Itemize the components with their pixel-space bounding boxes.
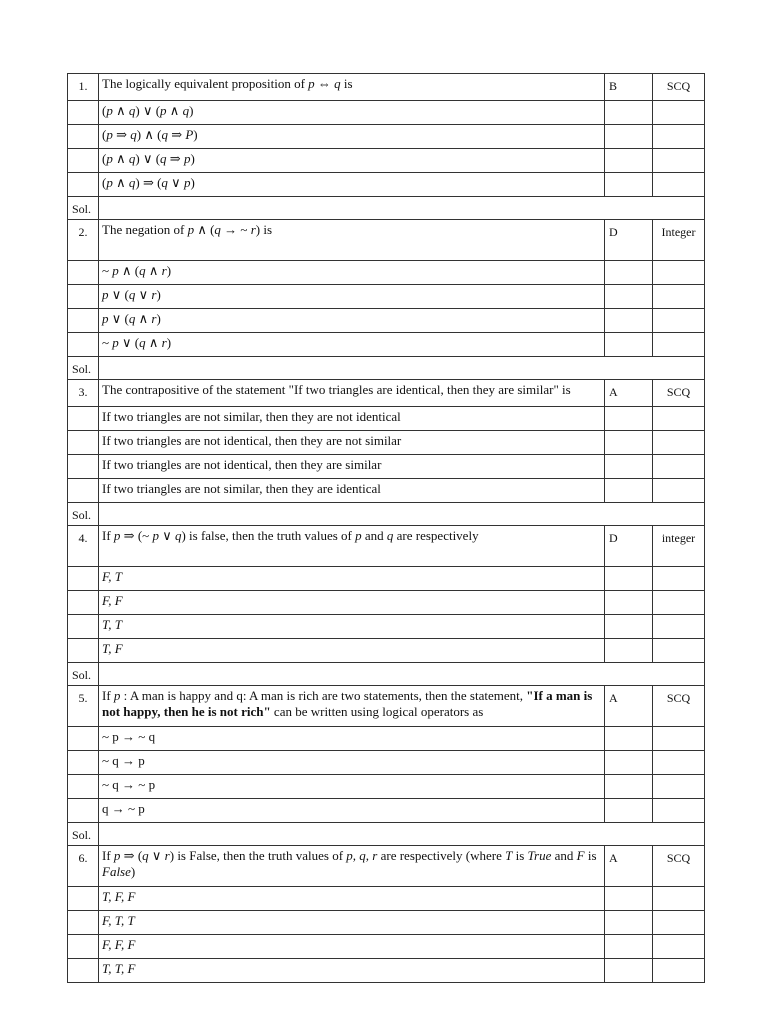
text-segment: p xyxy=(113,688,121,703)
text-segment: T, F, F xyxy=(102,889,136,904)
text-segment: ∨ ( xyxy=(118,335,140,350)
option-row xyxy=(68,887,705,911)
text-segment: ∧ ( xyxy=(194,222,215,237)
option-type-cell xyxy=(653,615,705,639)
option-type-cell xyxy=(653,935,705,959)
text-segment: r xyxy=(151,311,157,326)
option-row xyxy=(68,431,705,455)
text-segment: p xyxy=(106,103,113,118)
option-answer-cell xyxy=(605,751,653,775)
text-segment: If xyxy=(102,848,114,863)
option-row xyxy=(68,309,705,333)
text-segment: ( xyxy=(102,175,107,190)
text-segment: The logically equivalent proposition of xyxy=(102,76,309,91)
text-segment: q xyxy=(161,175,168,190)
text-segment: ) ∨ ( xyxy=(135,103,161,118)
option-number-cell xyxy=(68,125,99,149)
question-stem xyxy=(99,220,605,261)
option-type-cell xyxy=(653,775,705,799)
solution-row xyxy=(68,357,705,380)
option-type-cell xyxy=(653,591,705,615)
text-segment: ~ q → ~ p xyxy=(102,777,156,792)
option-answer-cell xyxy=(605,309,653,333)
question-type: SCQ xyxy=(653,846,705,887)
text-segment: is xyxy=(512,848,528,863)
answer-key: D xyxy=(605,220,653,261)
option-type-cell xyxy=(653,751,705,775)
option-type-cell xyxy=(653,479,705,503)
option-row xyxy=(68,285,705,309)
text-segment: ) xyxy=(156,311,161,326)
solution-label: Sol. xyxy=(68,823,99,846)
option-text xyxy=(99,935,605,959)
text-segment: ( xyxy=(102,103,107,118)
text-segment: ( xyxy=(102,127,107,142)
text-segment: ∧ xyxy=(112,151,129,166)
text-segment: ~ xyxy=(102,335,113,350)
solution-body xyxy=(99,823,705,846)
text-segment: P xyxy=(185,127,194,142)
text-segment: The contrapositive of the statement "If two triangles are identical, then they are similar" is xyxy=(102,382,571,397)
text-segment: q xyxy=(139,335,146,350)
option-answer-cell xyxy=(605,799,653,823)
option-text xyxy=(99,567,605,591)
option-text xyxy=(99,261,605,285)
text-segment: p xyxy=(112,335,119,350)
text-segment: and xyxy=(551,848,577,863)
option-text xyxy=(99,887,605,911)
text-segment: r xyxy=(250,222,256,237)
question-type: integer xyxy=(653,526,705,567)
option-text xyxy=(99,407,605,431)
text-segment: T, T xyxy=(102,617,122,632)
option-number-cell xyxy=(68,727,99,751)
option-answer-cell xyxy=(605,479,653,503)
option-number-cell xyxy=(68,149,99,173)
option-number-cell xyxy=(68,567,99,591)
option-text xyxy=(99,591,605,615)
text-segment: ∨ xyxy=(158,528,175,543)
text-segment: If two triangles are not similar, then they are identical xyxy=(102,481,381,496)
question-number: 4. xyxy=(68,526,99,567)
option-number-cell xyxy=(68,309,99,333)
option-row xyxy=(68,567,705,591)
option-number-cell xyxy=(68,799,99,823)
text-segment: T, T, F xyxy=(102,961,136,976)
option-answer-cell xyxy=(605,173,653,197)
text-segment: are respectively (where xyxy=(377,848,506,863)
text-segment: q xyxy=(128,151,136,166)
text-segment: ) xyxy=(156,287,161,302)
text-segment: p, q, r xyxy=(346,848,378,863)
option-text xyxy=(99,101,605,125)
option-row xyxy=(68,959,705,983)
option-type-cell xyxy=(653,125,705,149)
option-answer-cell xyxy=(605,567,653,591)
text-segment: "If a man is not happy, then he is not rich" xyxy=(102,688,593,719)
text-segment: p xyxy=(102,287,109,302)
question-number: 1. xyxy=(68,74,99,101)
option-text xyxy=(99,775,605,799)
text-segment: ) xyxy=(190,175,195,190)
option-answer-cell xyxy=(605,149,653,173)
text-segment: q xyxy=(128,287,136,302)
option-number-cell xyxy=(68,639,99,663)
option-row xyxy=(68,935,705,959)
option-row xyxy=(68,261,705,285)
text-segment: ~ q → p xyxy=(102,753,145,768)
text-segment: ∨ xyxy=(135,287,152,302)
option-type-cell xyxy=(653,101,705,125)
text-segment: q xyxy=(142,848,149,863)
text-segment: ∧ xyxy=(166,103,183,118)
text-segment: q xyxy=(130,127,137,142)
option-number-cell xyxy=(68,101,99,125)
text-segment: If xyxy=(102,528,114,543)
text-segment: : A man is happy and q: A man is rich are two statements, then the statement, xyxy=(120,688,527,703)
option-row xyxy=(68,333,705,357)
text-segment: False xyxy=(102,864,131,879)
text-segment: ) is xyxy=(255,222,273,237)
text-segment: ) xyxy=(130,864,136,879)
option-type-cell xyxy=(653,333,705,357)
option-row xyxy=(68,615,705,639)
question-row xyxy=(68,846,705,887)
option-number-cell xyxy=(68,333,99,357)
text-segment: p xyxy=(102,311,109,326)
text-segment: r xyxy=(151,287,157,302)
text-segment: If xyxy=(102,688,114,703)
text-segment: r xyxy=(161,263,167,278)
text-segment: q xyxy=(128,311,136,326)
option-row xyxy=(68,727,705,751)
solution-label: Sol. xyxy=(68,197,99,220)
option-answer-cell xyxy=(605,639,653,663)
text-segment: ) xyxy=(166,263,172,278)
text-segment: → ~ xyxy=(220,222,251,237)
question-table xyxy=(67,73,705,983)
text-segment: ) xyxy=(193,127,198,142)
question-row xyxy=(68,74,705,101)
question-row xyxy=(68,526,705,567)
text-segment: p xyxy=(106,127,113,142)
option-number-cell xyxy=(68,751,99,775)
option-number-cell xyxy=(68,261,99,285)
text-segment: F, T xyxy=(102,569,122,584)
text-segment: ) xyxy=(190,151,195,166)
question-stem xyxy=(99,846,605,887)
text-segment: r xyxy=(164,848,170,863)
option-text xyxy=(99,959,605,983)
question-stem xyxy=(99,380,605,407)
text-segment: If two triangles are not identical, then they are similar xyxy=(102,457,382,472)
solution-row xyxy=(68,197,705,220)
text-segment: ∨ xyxy=(148,848,165,863)
option-number-cell xyxy=(68,775,99,799)
question-stem xyxy=(99,526,605,567)
option-number-cell xyxy=(68,407,99,431)
text-segment: ) ∧ ( xyxy=(136,127,162,142)
option-row xyxy=(68,799,705,823)
text-segment: p xyxy=(152,528,159,543)
option-text xyxy=(99,799,605,823)
text-segment: ) xyxy=(166,335,172,350)
option-number-cell xyxy=(68,431,99,455)
text-segment: r xyxy=(161,335,167,350)
option-type-cell xyxy=(653,309,705,333)
text-segment: is xyxy=(340,76,353,91)
text-segment: ⇒ xyxy=(166,151,184,166)
option-row xyxy=(68,125,705,149)
solution-row xyxy=(68,823,705,846)
text-segment: p xyxy=(106,151,113,166)
answer-key: D xyxy=(605,526,653,567)
question-row xyxy=(68,220,705,261)
option-type-cell xyxy=(653,639,705,663)
option-number-cell xyxy=(68,935,99,959)
text-segment: ) is false, then the truth values of xyxy=(181,528,356,543)
option-type-cell xyxy=(653,285,705,309)
question-type: SCQ xyxy=(653,686,705,727)
option-row xyxy=(68,751,705,775)
option-answer-cell xyxy=(605,261,653,285)
text-segment: p xyxy=(112,263,119,278)
option-type-cell xyxy=(653,959,705,983)
option-type-cell xyxy=(653,261,705,285)
option-answer-cell xyxy=(605,125,653,149)
text-segment: ∨ ( xyxy=(108,287,129,302)
option-row xyxy=(68,775,705,799)
option-text xyxy=(99,125,605,149)
question-type: SCQ xyxy=(653,74,705,101)
option-row xyxy=(68,173,705,197)
text-segment: q xyxy=(128,103,136,118)
option-number-cell xyxy=(68,591,99,615)
text-segment: q xyxy=(128,175,136,190)
option-text xyxy=(99,615,605,639)
text-segment: ⇒ ( xyxy=(120,848,143,863)
option-text xyxy=(99,751,605,775)
option-answer-cell xyxy=(605,911,653,935)
text-segment: ∧ xyxy=(135,311,152,326)
option-row xyxy=(68,639,705,663)
option-number-cell xyxy=(68,887,99,911)
solution-row xyxy=(68,503,705,526)
option-text xyxy=(99,455,605,479)
option-type-cell xyxy=(653,173,705,197)
text-segment: p xyxy=(308,76,315,91)
option-number-cell xyxy=(68,479,99,503)
option-answer-cell xyxy=(605,285,653,309)
question-number: 3. xyxy=(68,380,99,407)
text-segment: q xyxy=(182,103,190,118)
option-row xyxy=(68,149,705,173)
option-number-cell xyxy=(68,455,99,479)
option-text xyxy=(99,639,605,663)
text-segment: q xyxy=(334,76,341,91)
text-segment: F xyxy=(576,848,585,863)
option-answer-cell xyxy=(605,887,653,911)
text-segment: F, T, T xyxy=(102,913,135,928)
text-segment: ) is False, then the truth values of xyxy=(169,848,347,863)
option-answer-cell xyxy=(605,455,653,479)
option-text xyxy=(99,333,605,357)
option-answer-cell xyxy=(605,407,653,431)
solution-body xyxy=(99,197,705,220)
answer-key: A xyxy=(605,846,653,887)
text-segment: If two triangles are not identical, then they are not similar xyxy=(102,433,402,448)
option-number-cell xyxy=(68,173,99,197)
text-segment: q → ~ p xyxy=(102,801,145,816)
option-row xyxy=(68,407,705,431)
text-segment: p xyxy=(187,222,195,237)
option-row xyxy=(68,455,705,479)
question-number: 2. xyxy=(68,220,99,261)
text-segment: q xyxy=(386,528,394,543)
option-text xyxy=(99,911,605,935)
text-segment: q xyxy=(214,222,221,237)
text-segment: p xyxy=(113,528,121,543)
option-answer-cell xyxy=(605,935,653,959)
text-segment: p xyxy=(183,151,191,166)
option-answer-cell xyxy=(605,959,653,983)
text-segment: is xyxy=(584,848,597,863)
solution-body xyxy=(99,357,705,380)
option-type-cell xyxy=(653,431,705,455)
solution-row xyxy=(68,663,705,686)
text-segment: ∨ xyxy=(167,175,184,190)
option-answer-cell xyxy=(605,101,653,125)
text-segment: ∧ xyxy=(112,175,129,190)
text-segment: The negation of xyxy=(102,222,188,237)
option-type-cell xyxy=(653,407,705,431)
text-segment: are respectively xyxy=(393,528,479,543)
text-segment: ∨ ( xyxy=(108,311,129,326)
option-number-cell xyxy=(68,615,99,639)
text-segment: ⇒ (~ xyxy=(120,528,153,543)
answer-key: B xyxy=(605,74,653,101)
option-type-cell xyxy=(653,887,705,911)
option-number-cell xyxy=(68,911,99,935)
text-segment: q xyxy=(161,127,168,142)
solution-label: Sol. xyxy=(68,503,99,526)
text-segment: T xyxy=(505,848,513,863)
option-text xyxy=(99,727,605,751)
option-type-cell xyxy=(653,911,705,935)
text-segment: p xyxy=(113,848,121,863)
solution-body xyxy=(99,503,705,526)
option-row xyxy=(68,479,705,503)
question-number: 6. xyxy=(68,846,99,887)
text-segment: p xyxy=(183,175,191,190)
question-type: Integer xyxy=(653,220,705,261)
text-segment: F, F, F xyxy=(102,937,136,952)
question-row xyxy=(68,380,705,407)
text-segment: ⇔ xyxy=(314,76,335,91)
text-segment: ) xyxy=(189,103,194,118)
answer-key: A xyxy=(605,686,653,727)
text-segment: p xyxy=(106,175,113,190)
solution-label: Sol. xyxy=(68,663,99,686)
text-segment: ( xyxy=(102,151,107,166)
question-row xyxy=(68,686,705,727)
text-segment: ∧ xyxy=(112,103,129,118)
option-row xyxy=(68,101,705,125)
option-type-cell xyxy=(653,799,705,823)
text-segment: q xyxy=(139,263,146,278)
question-type: SCQ xyxy=(653,380,705,407)
option-type-cell xyxy=(653,149,705,173)
option-answer-cell xyxy=(605,431,653,455)
text-segment: ) ⇒ ( xyxy=(135,175,162,190)
option-answer-cell xyxy=(605,727,653,751)
text-segment: and xyxy=(361,528,387,543)
option-type-cell xyxy=(653,455,705,479)
answer-key: A xyxy=(605,380,653,407)
option-answer-cell xyxy=(605,615,653,639)
option-answer-cell xyxy=(605,591,653,615)
text-segment: ∧ xyxy=(145,335,162,350)
text-segment: can be written using logical operators as xyxy=(270,704,484,719)
text-segment: q xyxy=(174,528,182,543)
option-row xyxy=(68,911,705,935)
option-number-cell xyxy=(68,285,99,309)
text-segment: q xyxy=(160,151,167,166)
option-text xyxy=(99,309,605,333)
text-segment: p xyxy=(355,528,362,543)
text-segment: ∧ ( xyxy=(118,263,140,278)
option-type-cell xyxy=(653,567,705,591)
option-text xyxy=(99,479,605,503)
question-stem xyxy=(99,686,605,727)
text-segment: True xyxy=(527,848,552,863)
solution-body xyxy=(99,663,705,686)
option-row xyxy=(68,591,705,615)
question-stem xyxy=(99,74,605,101)
text-segment: If two triangles are not similar, then they are not identical xyxy=(102,409,401,424)
question-number: 5. xyxy=(68,686,99,727)
option-text xyxy=(99,173,605,197)
text-segment: ~ p → ~ q xyxy=(102,729,156,744)
text-segment: ∧ xyxy=(145,263,162,278)
text-segment: ) ∨ ( xyxy=(135,151,161,166)
text-segment: ⇒ xyxy=(112,127,131,142)
text-segment: T, F xyxy=(102,641,123,656)
option-text xyxy=(99,431,605,455)
solution-label: Sol. xyxy=(68,357,99,380)
text-segment: F, F xyxy=(102,593,123,608)
text-segment: ~ xyxy=(102,263,113,278)
text-segment: p xyxy=(160,103,167,118)
option-type-cell xyxy=(653,727,705,751)
option-answer-cell xyxy=(605,775,653,799)
text-segment: ⇒ xyxy=(167,127,186,142)
option-number-cell xyxy=(68,959,99,983)
option-text xyxy=(99,285,605,309)
option-text xyxy=(99,149,605,173)
option-answer-cell xyxy=(605,333,653,357)
